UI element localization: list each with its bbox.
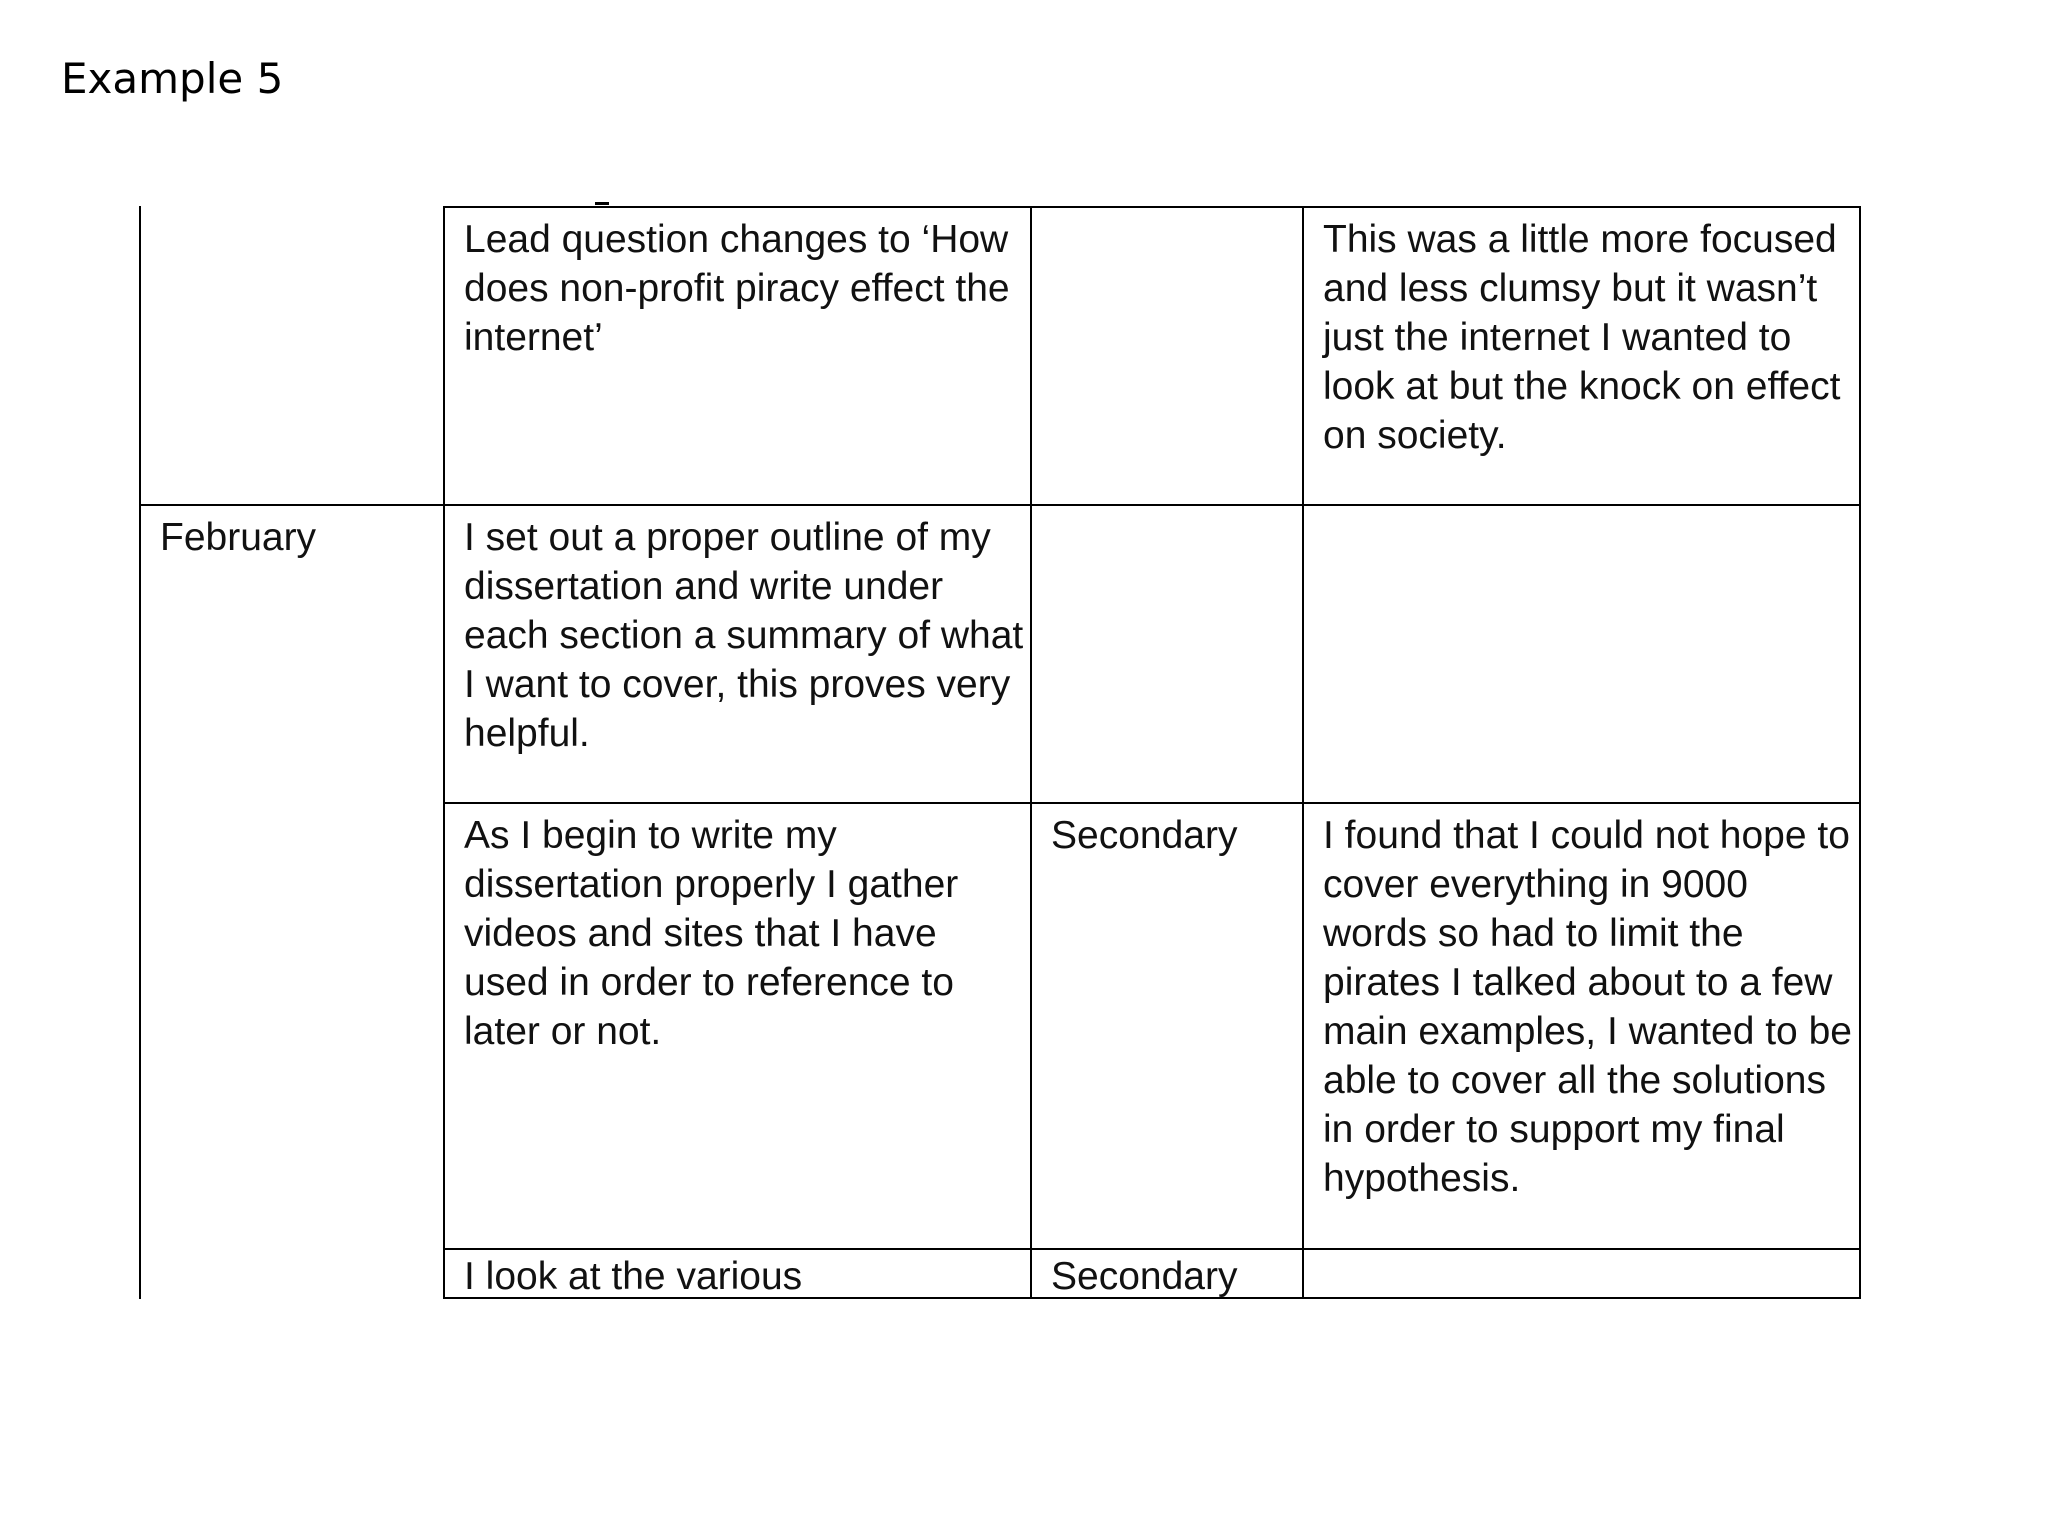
table-row-2-month: February [160,516,317,559]
table-row-3-activity: As I begin to write my dissertation properly I gather videos and sites that I have used in order to reference to later or not. [464,814,959,1053]
table-row-4-activity: I look at the various [464,1255,803,1298]
table-right-border [1859,206,1861,1299]
table-row-3-reflection: I found that I could not hope to cover everything in 9000 words so had to limit the pirates I talked about to a few main examples, I wanted to be able to cover all the solutions in order to support my final hypothesis. [1323,814,1852,1200]
slide-title: Example 5 [61,54,284,103]
table-row-3-type: Secondary [1051,814,1238,857]
progress-log-table [139,206,1861,1299]
table-row-1-reflection: This was a little more focused and less clumsy but it wasn’t just the internet I wanted to look at but the knock on effect on society. [1323,218,1841,457]
table-row-1-activity: Lead question changes to ‘How does non-profit piracy effect the internet’ [464,218,1010,359]
table-row-4-type: Secondary [1051,1255,1238,1298]
table-row-2-activity: I set out a proper outline of my dissertation and write under each section a summary of what I want to cover, this proves very helpful. [464,516,1024,755]
cut-mark [595,202,609,205]
